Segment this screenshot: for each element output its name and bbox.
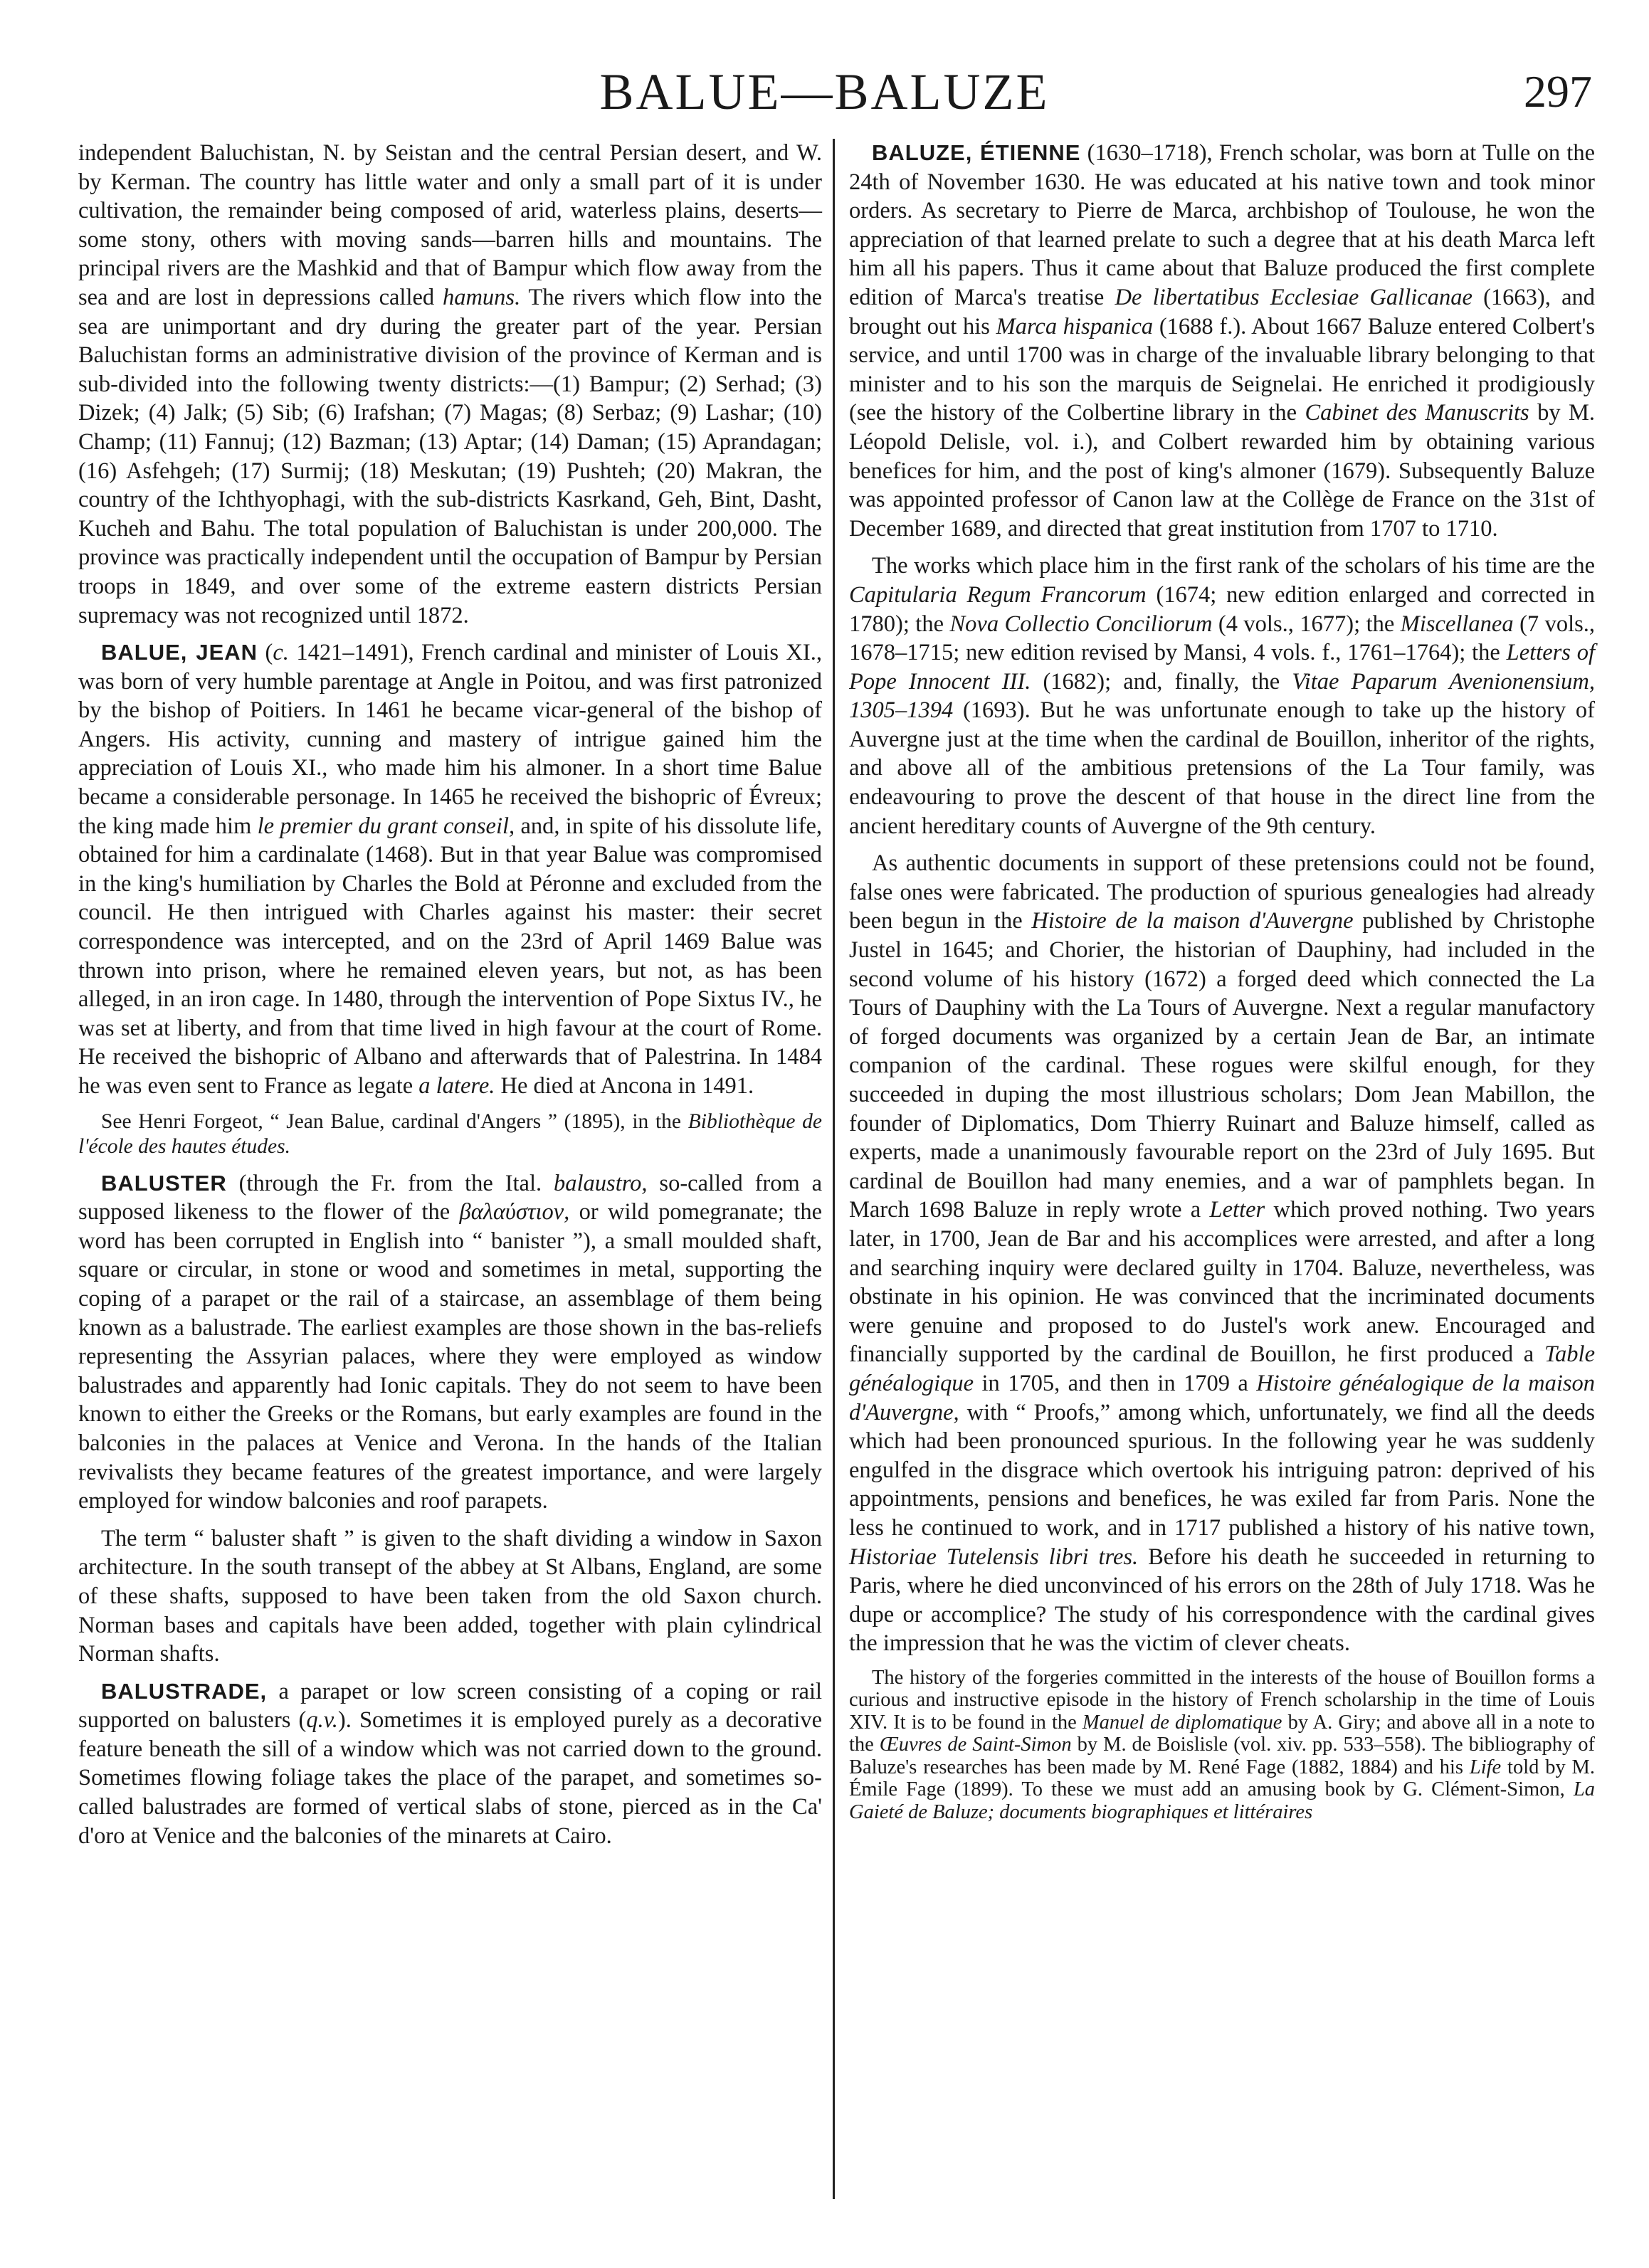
headword-balustrade: BALUSTRADE,: [101, 1678, 268, 1704]
column-divider: [833, 139, 835, 2199]
article-baluze: BALUZE, ÉTIENNE (1630–1718), French scholar, was born at Tulle on the 24th of November 1630. He was educated at his native town and took minor orders. As secretary to Pierre de Marca, archbishop of Toulouse, he won the appreciation of that learned prelate to such a degree that at his death Marca left him all his papers. Thus it came about that Baluze produced the first complete edition of Marca's treatise De libertatibus Ecclesiae Gallicanae (1663), and brought out his Marca hispanica (1688 f.). About 1667 Baluze entered Colbert's service, and until 1700 was in charge of the invaluable library belonging to that minister and to his son the marquis de Seignelai. He enriched it prodigiously (see the history of the Colbertine library in the Cabinet des Manuscrits by M. Léopold Delisle, vol. i.), and Colbert rewarded him by obtaining various benefices for him, and the post of king's almoner (1679). Subsequently Baluze was appointed professor of Canon law at the Collège de France on the 31st of December 1689, and directed that great institution from 1707 to 1710.: [849, 140, 1596, 542]
baluze-works-paragraph: The works which place him in the first rank of the scholars of his time are the Capitularia Regum Francorum (1674; new edition enlarged and corrected in 1780); the Nova Collectio Conciliorum (4 vols., 1677); the Miscellanea (7 vols., 1678–1715; new edition revised by Mansi, 4 vols. f., 1761–1764); the Letters of Pope Innocent III. (1682); and, finally, the Vitae Paparum Avenionensium, 1305–1394 (1693). But he was unfortunate enough to take up the history of Auvergne just at the time when the cardinal de Bouillon, inheritor of the rights, and above all of the ambitious pretensions of the La Tour family, was endeavouring to prove the descent of that house in the direct line from the ancient hereditary counts of Auvergne of the 9th century.: [849, 553, 1596, 839]
article-balustrade: BALUSTRADE, a parapet or low screen consisting of a coping or rail supported on balusters (q.v.). Sometimes it is employed purely as a decorative feature beneath the sill of a window which was not carried down to the ground. Sometimes flowing foliage takes the place of the parapet, and sometimes so-called balustrades are formed of vertical slabs of stone, pierced as in the Ca' d'oro at Venice and the balconies of the minarets at Cairo.: [78, 1678, 823, 1849]
headword-balue: BALUE, JEAN: [101, 640, 258, 665]
baluze-footnote: The history of the forgeries committed in the interests of the house of Bouillon forms a curious and instructive episode in the history of French scholarship in the time of Louis XIV. It is to be found in the Manuel de diplomatique by A. Giry; and above all in a note to the Œuvres de Saint-Simon by M. de Boislisle (vol. xiv. pp. 533–558). The bibliography of Baluze's researches has been made by M. René Fage (1882, 1884) and his Life told by M. Émile Fage (1899). To these we must add an amusing book by G. Clément-Simon, La Gaieté de Baluze; documents biographiques et littéraires: [849, 1666, 1596, 1823]
page-header: [0, 63, 1649, 127]
baluchistan-continuation: independent Baluchistan, N. by Seistan and the central Persian desert, and W. by Kerman. The country has little water and only a small part of it is under cultivation, the remainder being composed of arid, waterless plains, deserts—some stony, others with moving sands—barren hills and mountains. The principal rivers are the Mashkid and that of Bampur which flow away from the sea and are lost in depressions called hamuns. The rivers which flow into the sea are unimportant and dry during the greater part of the year. Persian Baluchistan forms an administrative division of the province of Kerman and is sub-divided into the following twenty districts:—(1) Bampur; (2) Serhad; (3) Dizek; (4) Jalk; (5) Sib; (6) Irafshan; (7) Magas; (8) Serbaz; (9) Lashar; (10) Champ; (11) Fannuj; (12) Bazman; (13) Aptar; (14) Daman; (15) Aprandagan; (16) Asfehgeh; (17) Surmij; (18) Meskutan; (19) Pushteh; (20) Makran, the country of the Ichthyophagi, with the sub-districts Kasrkand, Geh, Bint, Dasht, Kucheh and Bahu. The total population of Baluchistan is under 200,000. The province was practically independent until the occupation of Bampur by Persian troops in 1849, and over some of the extreme eastern districts Persian supremacy was not recognized until 1872.: [78, 140, 823, 628]
left-column: [78, 139, 822, 1859]
balue-citation: See Henri Forgeot, “ Jean Balue, cardinal d'Angers ” (1895), in the Bibliothèque de l'école des hautes études.: [78, 1109, 823, 1158]
running-title: BALUE—BALUZE: [599, 63, 1050, 120]
headword-baluster: BALUSTER: [101, 1170, 227, 1196]
headword-baluze: BALUZE, ÉTIENNE: [872, 140, 1081, 165]
right-column: [849, 139, 1595, 1832]
baluze-forgeries-paragraph: As authentic documents in support of these pretensions could not be found, false ones were fabricated. The production of spurious genealogies had already been begun in the Histoire de la maison d'Auvergne published by Christophe Justel in 1645; and Chorier, the historian of Dauphiny, had included in the second volume of his history (1672) a forged deed which connected the La Tours of Dauphiny with the La Tours of Auvergne. Next a regular manufactory of forged documents was organized by a certain Jean de Bar, an intimate companion of the cardinal. These rogues were skilful enough, for they succeeded in duping the most illustrious scholars; Dom Jean Mabillon, the founder of Diplomatics, Dom Thierry Ruinart and Baluze himself, called as experts, made a unanimously favourable report on the 23rd of July 1695. But cardinal de Bouillon had many enemies, and a war of pamphlets began. In March 1698 Baluze in reply wrote a Letter which proved nothing. Two years later, in 1700, Jean de Bar and his accomplices were arrested, and after a long and searching inquiry were declared guilty in 1704. Baluze, nevertheless, was obstinate in his opinion. He was convinced that the incriminated documents were genuine and proposed to do Justel's work anew. Encouraged and financially supported by the cardinal de Bouillon, he first produced a Table généalogique in 1705, and then in 1709 a Histoire généalogique de la maison d'Auvergne, with “ Proofs,” among which, unfortunately, we find all the deeds which had been pronounced spurious. In the following year he was suddenly engulfed in the disgrace which overtook his intriguing patron: deprived of his appointments, pensions and benefices, he was exiled far from Paris. None the less he continued to work, and in 1717 published a history of his native town, Historiae Tutelensis libri tres. Before his death he succeeded in returning to Paris, where he died unconvinced of his errors on the 28th of July 1718. Was he dupe or accomplice? The study of his correspondence with the cardinal gives the impression that he was the victim of clever cheats.: [849, 850, 1596, 1657]
page-number: 297: [1524, 66, 1592, 117]
baluster-paragraph-2: The term “ baluster shaft ” is given to the shaft dividing a window in Saxon architecture. In the south transept of the abbey at St Albans, England, are some of these shafts, supposed to have been taken from the old Saxon church. Norman bases and capitals have been added, together with plain cylindrical Norman shafts.: [78, 1525, 822, 1667]
article-baluster: BALUSTER (through the Fr. from the Ital. balaustro, so-called from a supposed likeness to the flower of the βαλαύστιον, or wild pomegranate; the word has been corrupted in English into “ banister ”), a small moulded shaft, square or circular, in stone or wood and sometimes in metal, supporting the coping of a parapet or the rail of a staircase, an assemblage of them being known as a balustrade. The earliest examples are those shown in the bas-reliefs representing the Assyrian palaces, where they were employed as window balustrades and apparently had Ionic capitals. They do not seem to have been known to either the Greeks or the Romans, but early examples are found in the balconies in the palaces at Venice and Verona. In the hands of the Italian revivalists they became features of the greatest importance, and were largely employed for window balconies and roof parapets.: [78, 1170, 823, 1514]
article-balue: BALUE, JEAN (c. 1421–1491), French cardinal and minister of Louis XI., was born of very humble parentage at Angle in Poitou, and was first patronized by the bishop of Poitiers. In 1461 he became vicar-general of the bishop of Angers. His activity, cunning and mastery of intrigue gained him the appreciation of Louis XI., who made him his almoner. In a short time Balue became a considerable personage. In 1465 he received the bishopric of Évreux; the king made him le premier du grant conseil, and, in spite of his dissolute life, obtained for him a cardinalate (1468). But in that year Balue was compromised in the king's humiliation by Charles the Bold at Péronne and excluded from the council. He then intrigued with Charles against his master: their secret correspondence was intercepted, and on the 23rd of April 1469 Balue was thrown into prison, where he remained eleven years, but not, as has been alleged, in an iron cage. In 1480, through the intervention of Pope Sixtus IV., he was set at liberty, and from that time lived in high favour at the court of Rome. He received the bishopric of Albano and afterwards that of Palestrina. In 1484 he was even sent to France as legate a latere. He died at Ancona in 1491.: [78, 640, 822, 1099]
